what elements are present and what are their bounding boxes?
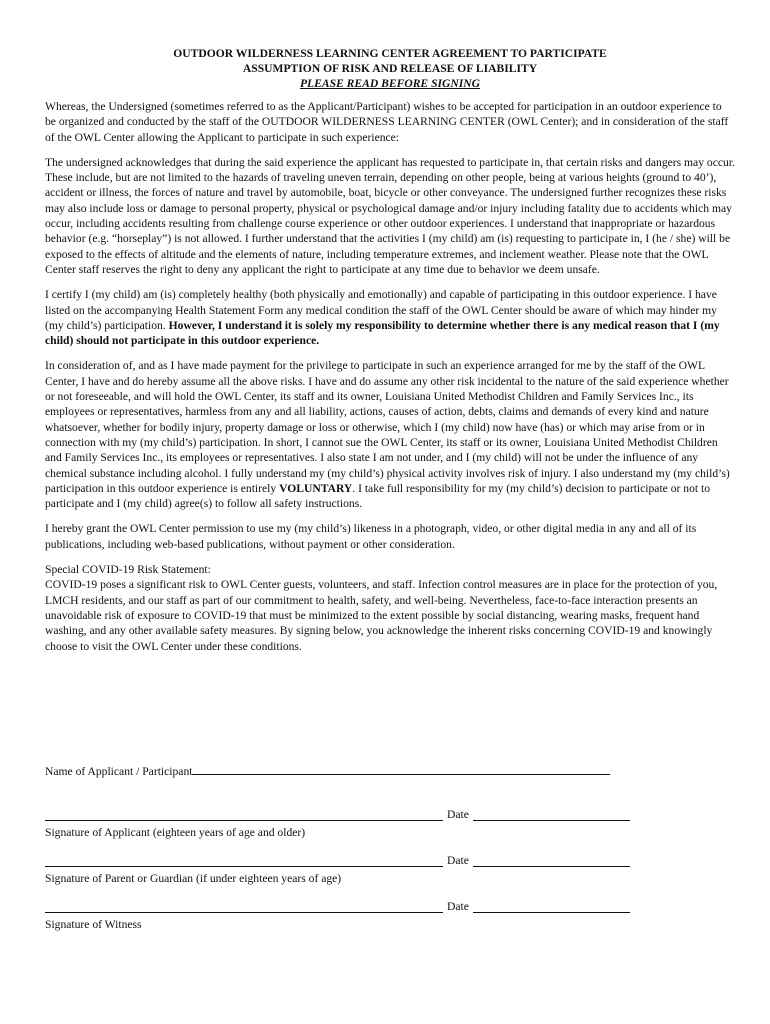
paragraph-risks: The undersigned acknowledges that during the said experience the applicant has requested to participate in, that certain risks and dangers may occur. These include, but are not limited to the hazards of traveling uneven terrain, depending on other people, being at various heights (ground to 40’), accident or illness, the forces of nature and travel by automobile, boat, bicycle or other conveyance. The undersigned further recognizes these risks may also include loss or damage to personal property, physical or psychological damage and/or injury including fatality due to accidents which may occur, including accidents resulting from challenge course experience or other outdoor experiences. I understand that inappropriate or hazardous behavior (e.g. “horseplay”) is not allowed. I further understand that the activities I (my child) am (is) requesting to participate in, I (he / she) will be exposed to the effects of altitude and the elements of nature, including temperature extremes, and inclement weather. Please note that the OWL Center staff reserves the right to deny any applicant the right to participate at any time due to behavior we deem unsafe. xyxy=(45,155,735,276)
covid-statement: COVID-19 poses a significant risk to OWL Center guests, volunteers, and staff. Infection control measures are in place for the protection of you, LMCH residents, and our staff as part of our commitment to health, safety, and well-being. Nevertheless, face-to-face interaction presents an unavoidable risk of exposure to COVID-19 that must be minimized to the extent possible by social distancing, wearing masks, frequent hand washing, and any other available safety measures. By signing below, you acknowledge the inherent risks concerning COVID-19 and knowingly choose to visit the OWL Center under these conditions. xyxy=(45,578,718,653)
witness-date-line[interactable] xyxy=(473,900,630,913)
paragraph-media-release: I hereby grant the OWL Center permission to use my (my child’s) likeness in a photograph, video, or other digital media in any and all of its publications, including web-based publications, without payment or other consideration. xyxy=(45,522,697,551)
voluntary-bold: VOLUNTARY xyxy=(279,481,353,495)
applicant-signature-block xyxy=(45,808,645,839)
parent-signature-block xyxy=(45,854,645,885)
health-bold-text: However, I understand it is solely my responsibility to determine whether there is any medical reason that I (my child) should not participate in this outdoor experience. xyxy=(45,318,720,348)
name-label: Name of Applicant / Participant xyxy=(45,765,193,778)
parent-signature-caption: Signature of Parent or Guardian (if under eighteen years of age) xyxy=(45,872,342,885)
agreement-document xyxy=(45,46,735,664)
title-line-2: ASSUMPTION OF RISK AND RELEASE OF LIABILITY xyxy=(242,62,538,75)
witness-signature-line[interactable] xyxy=(45,900,443,913)
title-line-1: OUTDOOR WILDERNESS LEARNING CENTER AGREEMENT TO PARTICIPATE xyxy=(173,47,607,60)
applicant-signature-caption: Signature of Applicant (eighteen years of age and older) xyxy=(45,826,306,839)
witness-date-label: Date xyxy=(447,900,469,913)
name-input-line[interactable] xyxy=(192,763,610,775)
witness-signature-caption: Signature of Witness xyxy=(45,918,142,931)
health-text: I certify I (my child) am (is) completely healthy (both physically and emotionally) and capable of participating in this outdoor experience. I have listed on the accompanying Health Statement Form any medical condition the staff of the OWL Center should be aware of which may hinder my (my child’s) participation. xyxy=(45,288,717,332)
parent-signature-line[interactable] xyxy=(45,854,443,867)
covid-heading: Special COVID-19 Risk Statement: xyxy=(45,563,211,577)
parent-date-label: Date xyxy=(447,854,469,867)
release-text-pre: In consideration of, and as I have made payment for the privilege to participate in such an experience arranged for me by the staff of the OWL Center, I have and do hereby assume all the above risks. I have and do assume any other risk incidental to the nature of the said experience whether or not foreseeable, and will hold the OWL Center, its staff and its owner, Louisiana United Methodist Children and Family Services Inc., its employees or representatives, harmless from any and all liability, actions, causes of action, debts, claims and demands of every kind and nature whatsoever, whether for bodily injury, property damage or loss or otherwise, which I (my child) now have (has) or which may arise from or in connection with my (my child’s) participation. In short, I cannot sue the OWL Center, its staff or its owner, Louisiana United Methodist Children and Family Services Inc., its employees or representatives. I also state I am not under, and I (my child) will not be under the influence of any chemical substance including alcohol. I fully understand my (my child’s) physical activity involves risk of injury. I also understand my (my child’s) participation in this outdoor experience is entirely xyxy=(45,359,730,495)
paragraph-health xyxy=(45,287,735,348)
parent-date-line[interactable] xyxy=(473,854,630,867)
applicant-signature-line[interactable] xyxy=(45,808,443,821)
paragraph-whereas: Whereas, the Undersigned (sometimes referred to as the Applicant/Participant) wishes to be accepted for participation in an outdoor experience to be organized and conducted by the staff of the OUTDOOR WILDERNESS LEARNING CENTER (OWL Center); and in consideration of the staff of the OWL Center allowing the Applicant to participate in such experience: xyxy=(45,100,729,144)
title-line-3: PLEASE READ BEFORE SIGNING xyxy=(299,77,481,90)
applicant-date-label: Date xyxy=(447,808,469,821)
document-title xyxy=(45,46,735,91)
paragraph-release xyxy=(45,358,735,511)
release-text-post: . I take full responsibility for my (my child’s) decision to participate or not to participate and I (my child) agree(s) to follow all safety instructions. xyxy=(45,481,711,511)
applicant-date-line[interactable] xyxy=(473,808,630,821)
witness-signature-block xyxy=(45,900,645,931)
name-field xyxy=(45,763,645,778)
